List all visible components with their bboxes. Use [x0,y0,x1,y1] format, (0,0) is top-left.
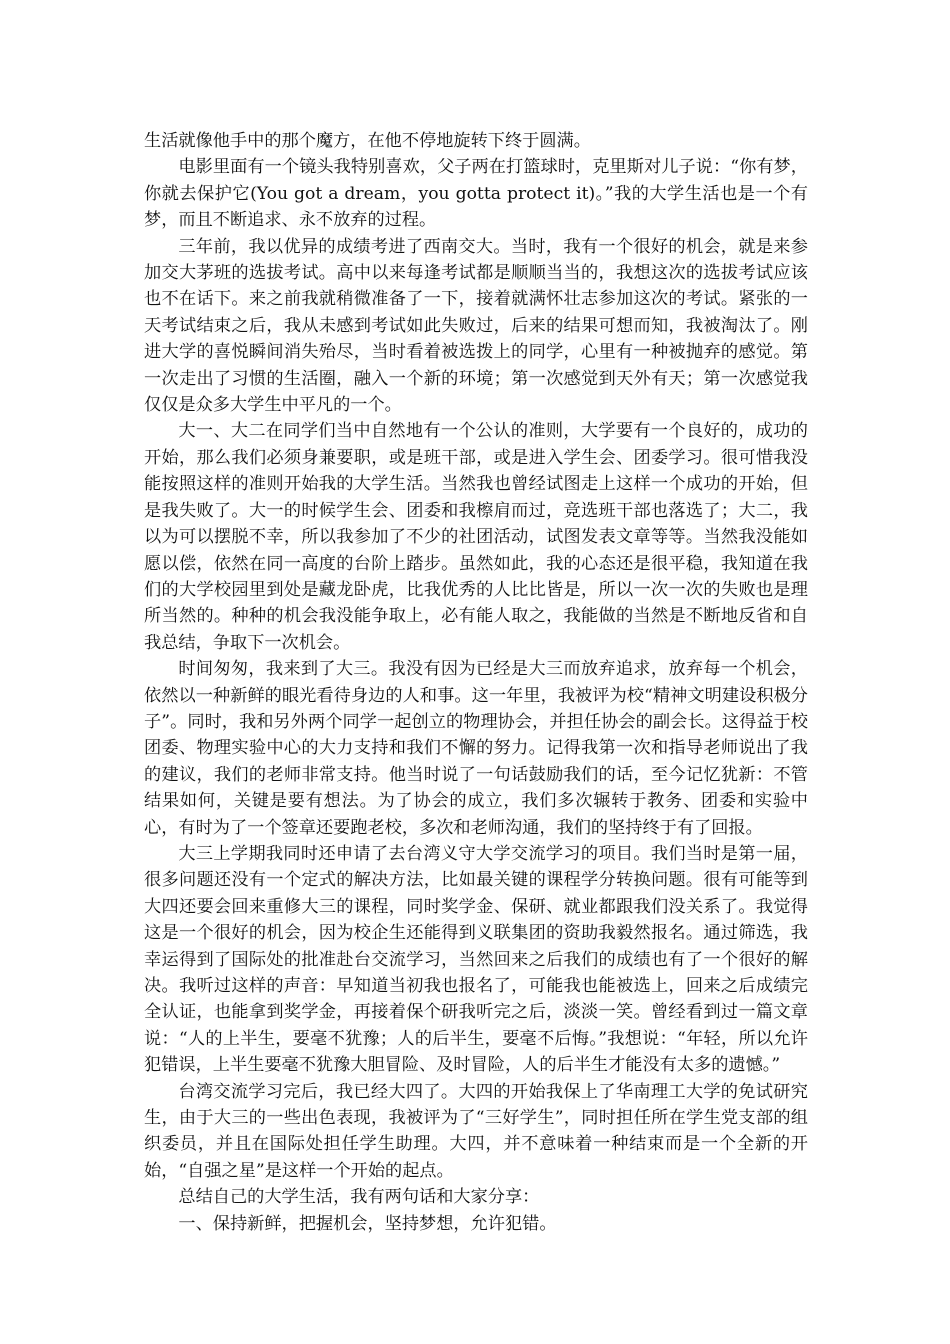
paragraph-movie-quote: 电影里面有一个镜头我特别喜欢，父子两在打篮球时，克里斯对儿子说：“你有梦，你就去保护它(You got a dream，you gotta protect it)。”我的大学生活也是一个有梦，而且不断追求、永不放弃的过程。 [144,157,808,231]
paragraph-magic-cube: 生活就像他手中的那个魔方，在他不停地旋转下终于圆满。 [144,131,591,151]
paragraph-junior-year: 时间匆匆，我来到了大三。我没有因为已经是大三而放弃追求，放弃每一个机会，依然以一种新鲜的眼光看待身边的人和事。这一年里，我被评为校“精神文明建设积极分子”。同时，我和另外两个同学一起创立的物理协会，并担任协会的副会长。这得益于校团委、物理实验中心的大力支持和我们不懈的努力。记得我第一次和指导老师说出了我的建议，我们的老师非常支持。他当时说了一句话鼓励我们的话，至今记忆犹新：不管结果如何，关键是要有想法。为了协会的成立，我们多次辗转于教务、团委和实验中心，有时为了一个签章还要跑老校，多次和老师沟通，我们的坚持终于有了回报。 [144,659,808,838]
paragraph-entrance-exam: 三年前，我以优异的成绩考进了西南交大。当时，我有一个很好的机会，就是来参加交大茅班的选拔考试。高中以来每逢考试都是顺顺当当的，我想这次的选拔考试应该也不在话下。来之前我就稍微准备了一下，接着就满怀壮志参加这次的考试。紧张的一天考试结束之后，我从未感到考试如此失败过，后来的结果可想而知，我被淘汰了。刚进大学的喜悦瞬间消失殆尽，当时看着被选拨上的同学，心里有一种被抛弃的感觉。第一次走出了习惯的生活圈，融入一个新的环境；第一次感觉到天外有天；第一次感觉我仅仅是众多大学生中平凡的一个。 [144,236,808,416]
paragraph-summary-intro: 总结自己的大学生活，我有两句话和大家分享： [178,1187,540,1208]
paragraph-senior-year: 台湾交流学习完后，我已经大四了。大四的开始我保上了华南理工大学的免试研究生，由于大三的一些出色表现，我被评为了“三好学生”，同时担任所在学生党支部的组织委员，并且在国际处担任学生助理。大四，并不意味着一种结束而是一个全新的开始，“自强之星”是这样一个开始的起点。 [144,1081,808,1181]
paragraph-freshman-sophomore: 大一、大二在同学们当中自然地有一个公认的准则，大学要有一个良好的，成功的开始，那么我们必须身兼要职，或是班干部，或是进入学生会、团委学习。很可惜我没能按照这样的准则开始我的大学生活。当然我也曾经试图走上这样一个成功的开始，但是我失败了。大一的时候学生会、团委和我檫肩而过，竞选班干部也落选了；大二，我以为可以摆脱不幸，所以我参加了不少的社团活动，试图发表文章等等。当然我没能如愿以偿，依然在同一高度的台阶上踏步。虽然如此，我的心态还是很平稳，我知道在我们的大学校园里到处是藏龙卧虎，比我优秀的人比比皆是，所以一次一次的失败也是理所当然的。种种的机会我没能争取上，必有能人取之，我能做的当然是不断地反省和自我总结，争取下一次机会。 [144,421,808,653]
paragraph-taiwan-exchange: 大三上学期我同时还申请了去台湾义守大学交流学习的项目。我们当时是第一届，很多问题还没有一个定式的解决方法，比如最关键的课程学分转换问题。很有可能等到大四还要会回来重修大三的课程，同时奖学金、保研、就业都跟我们没关系了。我觉得这是一个很好的机会，因为校企生还能得到义联集团的资助我毅然报名。通过筛选，我幸运得到了国际处的批准赴台交流学习，当然回来之后我们的成绩也有了一个很好的解决。我听过这样的声音：早知道当初我也报名了，可能我也能被选上，回来之后成绩完全认证，也能拿到奖学金，再接着保个研我听完之后，淡淡一笑。曾经看到过一篇文章说：“人的上半生，要毫不犹豫；人的后半生，要毫不后悔。”我想说：“年轻，所以允许犯错误，上半生要毫不犹豫大胆冒险、及时冒险，人的后半生才能没有太多的遗憾。” [144,843,808,1076]
paragraph-summary-point-one: 一、保持新鲜，把握机会，坚持梦想，允许犯错。 [178,1213,557,1234]
document-body [144,128,808,1237]
